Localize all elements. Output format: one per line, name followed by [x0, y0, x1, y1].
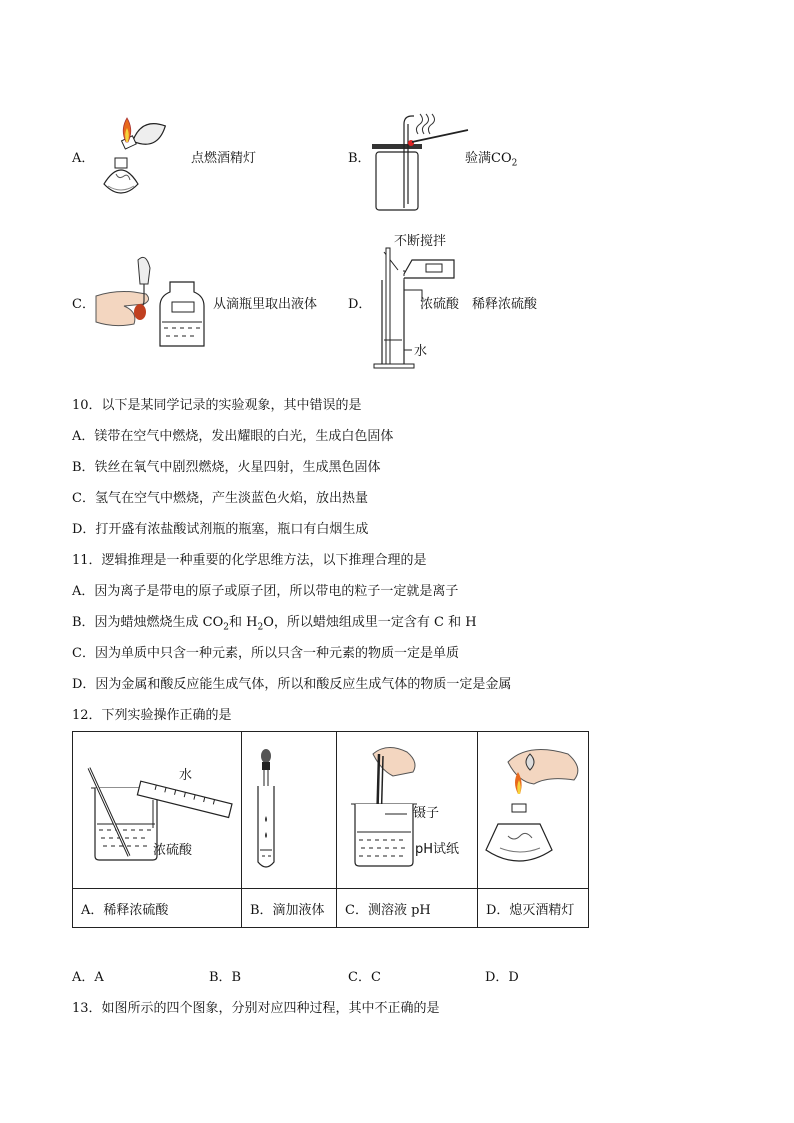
- extinguish-lamp-figure: [478, 732, 588, 888]
- co2-check-bottle-figure: [370, 104, 480, 214]
- q12-cell-c-figure: [337, 732, 478, 889]
- q9-option-d-stir-label: 不断搅拌: [394, 234, 447, 249]
- q11-b-sub1: 2: [223, 622, 230, 633]
- q9-option-a-letter: A．: [72, 151, 95, 166]
- q11-option-a: A．因为离子是带电的原子或原子团，所以带电的粒子一定就是离子: [72, 584, 459, 599]
- q9-option-d-water-label: 水: [414, 344, 428, 359]
- q10-stem: 10．以下是某同学记录的实验观象，其中错误的是: [72, 398, 362, 413]
- q11-b-part1: B．因为蜡烛燃烧生成 CO: [72, 615, 224, 630]
- q12-caption-d: D．熄灭酒精灯: [478, 889, 589, 928]
- lighting-alcohol-lamp-figure: [96, 116, 186, 206]
- q12-caption-c: C．测溶液 pH: [337, 889, 478, 928]
- q9-option-c-label: 从滴瓶里取出液体: [213, 297, 318, 312]
- q12-stem: 12．下列实验操作正确的是: [72, 708, 232, 723]
- q9-option-c-letter: C．: [72, 297, 95, 312]
- q12-a-water-label: 水: [179, 768, 193, 783]
- q12-cell-d-figure: [478, 732, 589, 889]
- q12-options-table: [72, 731, 589, 928]
- q12-cell-b-figure: [242, 732, 337, 889]
- dropper-bottle-figure: [94, 252, 214, 352]
- q13-stem: 13．如图所示的四个图象，分别对应四种过程，其中不正确的是: [72, 1001, 440, 1016]
- q9-option-b-letter: B．: [348, 151, 371, 166]
- q9-option-a-label: 点燃酒精灯: [191, 151, 257, 166]
- q10-option-d: D．打开盛有浓盐酸试剂瓶的瓶塞，瓶口有白烟生成: [72, 522, 369, 537]
- q11-option-c: C．因为单质中只含一种元素，所以只含一种元素的物质一定是单质: [72, 646, 459, 661]
- q12-answer-c: C．C: [348, 970, 381, 985]
- q9-option-d-label: 稀释浓硫酸: [472, 297, 538, 312]
- q11-option-d: D．因为金属和酸反应能生成气体，所以和酸反应生成气体的物质一定是金属: [72, 677, 512, 692]
- co2-subscript: 2: [511, 158, 518, 169]
- beaker-dilute-acid-figure: [73, 732, 241, 888]
- q11-option-b: [72, 615, 477, 636]
- q12-answer-a: A．A: [72, 970, 104, 985]
- q9-option-d-letter: D．: [348, 297, 372, 312]
- q9-option-d-acid-label: 浓硫酸: [420, 297, 460, 312]
- q11-b-sub2: 2: [257, 622, 264, 633]
- q9-option-b-label: [465, 151, 517, 172]
- q10-option-c: C．氢气在空气中燃烧，产生淡蓝色火焰，放出热量: [72, 491, 368, 506]
- ph-paper-beaker-figure: [337, 732, 477, 888]
- q12-a-acid-label: 浓硫酸: [153, 843, 193, 858]
- co2-check-label: 验满CO: [465, 151, 512, 166]
- q12-c-paper-label: pH试纸: [415, 842, 460, 857]
- q12-answer-d: D．D: [485, 970, 519, 985]
- q11-b-part3: O，所以蜡烛组成里一定含有 C 和 H: [263, 615, 477, 630]
- q11-b-part2: 和 H: [229, 615, 258, 630]
- q11-stem: 11．逻辑推理是一种重要的化学思维方法，以下推理合理的是: [72, 553, 427, 568]
- q10-option-a: A．镁带在空气中燃烧，发出耀眼的白光，生成白色固体: [72, 429, 394, 444]
- q10-option-b: B．铁丝在氧气中剧烈燃烧，火星四射，生成黑色固体: [72, 460, 381, 475]
- q12-caption-b: B．滴加液体: [242, 889, 337, 928]
- q12-cell-a-figure: [73, 732, 242, 889]
- q12-answer-b: B．B: [209, 970, 242, 985]
- q12-caption-a: A．稀释浓硫酸: [73, 889, 242, 928]
- q12-c-tweezers-label: 镊子: [413, 806, 440, 821]
- dropper-test-tube-figure: [242, 732, 336, 888]
